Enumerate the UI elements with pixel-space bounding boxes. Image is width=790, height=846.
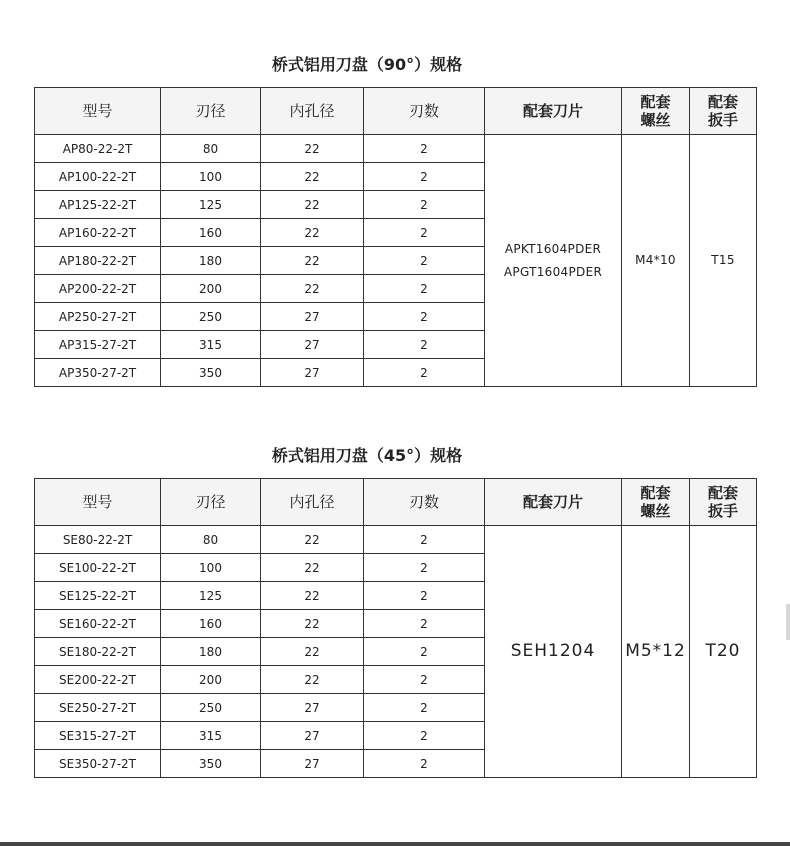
header-model: 型号 [35,88,161,135]
header-screw [622,88,690,135]
header-size: 刃径 [161,479,261,526]
cell-teeth: 2 [364,750,485,778]
cell-size: 350 [161,359,261,387]
header-size: 刃径 [161,88,261,135]
cell-size: 250 [161,303,261,331]
header-wrench-line: 配套 [707,484,738,502]
cell-size: 315 [161,331,261,359]
cell-bore: 27 [261,331,364,359]
cell-size: 315 [161,722,261,750]
cell-teeth: 2 [364,554,485,582]
bottom-rule [0,842,790,846]
cell-teeth: 2 [364,331,485,359]
cell-size: 160 [161,610,261,638]
cell-model: AP160-22-2T [35,219,161,247]
cell-screw: M5*12 [622,526,690,778]
header-row [35,88,757,135]
cell-teeth: 2 [364,191,485,219]
cell-size: 125 [161,582,261,610]
cell-model: SE100-22-2T [35,554,161,582]
cell-model: AP100-22-2T [35,163,161,191]
cell-model: AP125-22-2T [35,191,161,219]
spec-table-45 [34,478,757,778]
cell-model: AP180-22-2T [35,247,161,275]
cell-model: SE200-22-2T [35,666,161,694]
cell-teeth: 2 [364,694,485,722]
cell-bore: 27 [261,303,364,331]
header-wrench [690,479,757,526]
cell-model: SE160-22-2T [35,610,161,638]
cell-size: 160 [161,219,261,247]
header-teeth: 刃数 [364,479,485,526]
header-insert: 配套刀片 [485,88,622,135]
cell-bore: 27 [261,722,364,750]
cell-model: SE80-22-2T [35,526,161,554]
insert-model: SEH1204 [510,641,596,661]
cell-teeth: 2 [364,359,485,387]
insert-model: APKT1604PDER [504,241,602,256]
cell-model: SE180-22-2T [35,638,161,666]
table-row [35,135,757,163]
cell-size: 180 [161,638,261,666]
spec-table-90 [34,87,757,387]
cell-model: SE125-22-2T [35,582,161,610]
cell-model: SE250-27-2T [35,694,161,722]
cell-teeth: 2 [364,666,485,694]
header-screw-line: 配套 [640,93,671,111]
header-screw [622,479,690,526]
cell-wrench: T15 [690,135,757,387]
cell-size: 80 [161,135,261,163]
header-model: 型号 [35,479,161,526]
cell-model: AP200-22-2T [35,275,161,303]
insert-model: APGT1604PDER [503,264,603,279]
cell-model: SE315-27-2T [35,722,161,750]
cell-bore: 22 [261,219,364,247]
cell-size: 200 [161,275,261,303]
header-insert: 配套刀片 [485,479,622,526]
header-teeth: 刃数 [364,88,485,135]
cell-bore: 22 [261,666,364,694]
cell-insert [485,135,622,387]
cell-model: AP315-27-2T [35,331,161,359]
cell-teeth: 2 [364,135,485,163]
section-title-90: 桥式铝用刀盘（90°）规格 [271,55,463,74]
cell-teeth: 2 [364,526,485,554]
section-title-45: 桥式铝用刀盘（45°）规格 [271,446,463,465]
cell-screw: M4*10 [622,135,690,387]
header-wrench-line: 扳手 [707,111,738,129]
cell-size: 200 [161,666,261,694]
cell-teeth: 2 [364,722,485,750]
cell-bore: 22 [261,191,364,219]
cell-teeth: 2 [364,247,485,275]
cell-bore: 22 [261,247,364,275]
cell-size: 180 [161,247,261,275]
cell-bore: 22 [261,582,364,610]
cell-bore: 22 [261,638,364,666]
cell-bore: 22 [261,135,364,163]
cell-bore: 22 [261,554,364,582]
cell-bore: 22 [261,526,364,554]
cell-teeth: 2 [364,638,485,666]
cell-model: AP350-27-2T [35,359,161,387]
cell-size: 250 [161,694,261,722]
header-wrench [690,88,757,135]
table-row [35,526,757,554]
cell-bore: 27 [261,750,364,778]
cell-bore: 22 [261,163,364,191]
header-row [35,479,757,526]
cell-model: AP80-22-2T [35,135,161,163]
cell-size: 80 [161,526,261,554]
cell-model: AP250-27-2T [35,303,161,331]
cell-teeth: 2 [364,275,485,303]
cell-wrench: T20 [690,526,757,778]
cell-size: 100 [161,163,261,191]
cell-bore: 22 [261,610,364,638]
cell-teeth: 2 [364,163,485,191]
cell-size: 125 [161,191,261,219]
cell-bore: 27 [261,359,364,387]
header-wrench-line: 配套 [707,93,738,111]
cell-bore: 22 [261,275,364,303]
cell-insert [485,526,622,778]
cell-teeth: 2 [364,303,485,331]
cell-teeth: 2 [364,582,485,610]
header-screw-line: 配套 [640,484,671,502]
header-bore: 内孔径 [261,88,364,135]
cell-size: 350 [161,750,261,778]
cell-size: 100 [161,554,261,582]
header-screw-line: 螺丝 [640,111,671,129]
header-screw-line: 螺丝 [640,502,671,520]
header-wrench-line: 扳手 [707,502,738,520]
cell-model: SE350-27-2T [35,750,161,778]
cell-bore: 27 [261,694,364,722]
edge-divider [786,604,790,640]
cell-teeth: 2 [364,610,485,638]
cell-teeth: 2 [364,219,485,247]
header-bore: 内孔径 [261,479,364,526]
